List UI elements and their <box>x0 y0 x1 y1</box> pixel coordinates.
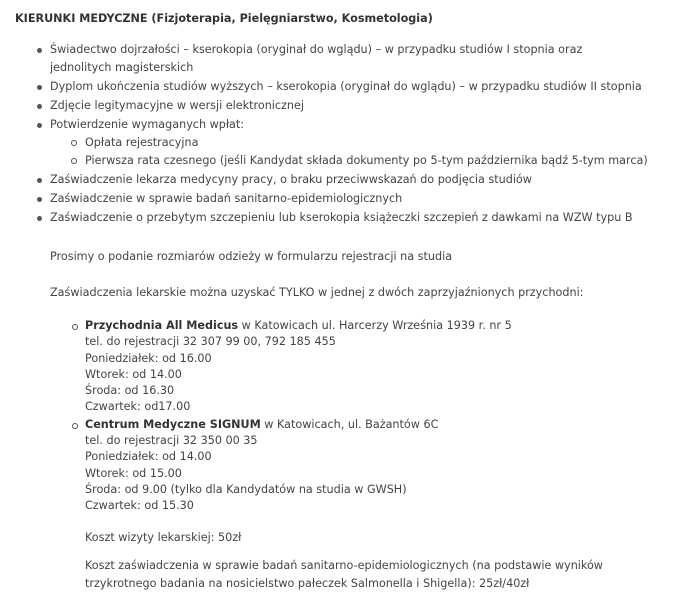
sublist-item: Pierwsza rata czesnego (jeśli Kandydat składa dokumenty po 5-tym października bądź 5-tym marca) <box>50 152 684 170</box>
clinic-hours: Czwartek: od17.00 <box>85 400 191 414</box>
list-item <box>0 209 684 227</box>
clinic-hours: Środa: od 16.30 <box>85 384 175 398</box>
list-item-text: Zaświadczenie w sprawie badań sanitarno-epidemiologicznych <box>50 192 403 205</box>
clinic-hours: Wtorek: od 15.00 <box>85 466 182 480</box>
payments-sublist <box>50 134 684 170</box>
clinic-hours: Poniedziałek: od 14.00 <box>85 450 212 464</box>
clinic-hours: Środa: od 9.00 (tylko dla Kandydatów na studia w GWSH) <box>85 482 407 496</box>
certificate-cost: Koszt zaświadczenia w sprawie badań sanitarno-epidemiologicznych (na podstawie wyników trzykrotnego badania na nosicielstwo pałeczek Salmonella i Shigella): 25zł/40zł <box>85 559 603 590</box>
clinic-name: Przychodnia All Medicus <box>85 319 239 332</box>
clinic-item <box>72 417 512 515</box>
clinic-hours: Czwartek: od 15.30 <box>85 499 194 513</box>
list-item <box>0 171 684 189</box>
list-item-text: Zdjęcie legitymacyjne w wersji elektronicznej <box>50 99 305 112</box>
clinic-hours: Wtorek: od 14.00 <box>85 367 182 381</box>
clinic-address: w Katowicach ul. Harcerzy Września 1939 r. nr 5 <box>238 319 512 332</box>
list-item <box>0 41 630 77</box>
clinic-hours: Poniedziałek: od 16.00 <box>85 351 212 365</box>
clinic-list <box>72 318 512 515</box>
list-item <box>0 190 684 208</box>
list-item-text: Zaświadczenie o przebytym szczepieniu lub kserokopia książeczki szczepień z dawkami na WZW typu B <box>50 211 633 224</box>
clinic-address: w Katowicach, ul. Bażantów 6C <box>260 417 439 431</box>
list-item-text: Świadectwo dojrzałości – kserokopia (oryginał do wglądu) – w przypadku studiów I stopnia oraz jednolitych magisterskich <box>50 43 583 74</box>
list-item-text: Zaświadczenie lekarza medycyny pracy, o braku przeciwwskazań do podjęcia studiów <box>50 173 532 186</box>
list-item <box>0 78 684 96</box>
list-item-text: Dyplom ukończenia studiów wyższych – kserokopia (oryginał do wglądu) – w przypadku studiów II stopnia <box>50 80 642 93</box>
clothing-note: Prosimy o podanie rozmiarów odzieży w formularzu rejestracji na studia <box>50 250 453 263</box>
list-item <box>0 116 684 170</box>
clinics-intro: Zaświadczenia lekarskie można uzyskać TYLKO w jednej z dwóch zaprzyjaźnionych przychodni: <box>50 286 584 299</box>
list-item-text: Potwierdzenie wymaganych wpłat: <box>50 118 245 131</box>
visit-cost: Koszt wizyty lekarskiej: 50zł <box>85 531 242 544</box>
clinic-phone: tel. do rejestracji 32 307 99 00, 792 185 455 <box>85 335 336 349</box>
requirements-list <box>0 41 684 227</box>
section-heading: KIERUNKI MEDYCZNE (Fizjoterapia, Pielęgniarstwo, Kosmetologia) <box>15 12 433 25</box>
sublist-item: Opłata rejestracyjna <box>50 134 684 152</box>
clinic-phone: tel. do rejestracji 32 350 00 35 <box>85 434 258 448</box>
list-item <box>0 97 684 115</box>
clinic-item <box>72 318 512 416</box>
clinic-name: Centrum Medyczne SIGNUM <box>85 417 261 431</box>
